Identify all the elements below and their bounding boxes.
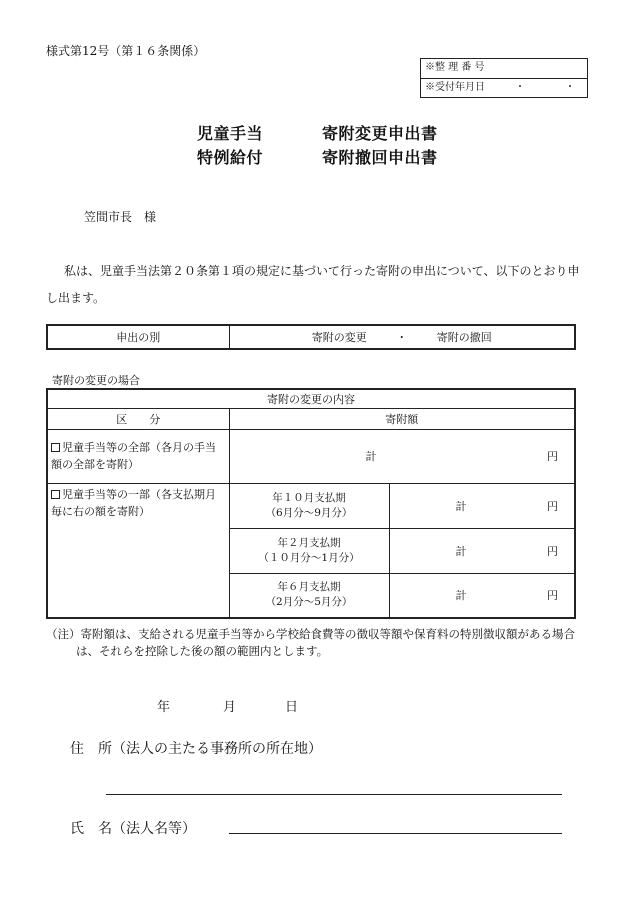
total-june-label: 計 bbox=[455, 589, 467, 603]
address-label: 住 所（法人の主たる事務所の所在地） bbox=[70, 741, 322, 757]
title-change-request: 寄附変更申出書 bbox=[322, 124, 438, 143]
period-october bbox=[229, 483, 389, 528]
reception-date-dots: ・ ・ bbox=[515, 82, 575, 93]
option-partial-label: 児童手当等の一部（各支払期月毎に右の額を寄附） bbox=[51, 487, 216, 518]
option-withdraw[interactable]: 寄附の撤回 bbox=[436, 331, 492, 344]
option-all-label: 児童手当等の全部（各月の手当額の全部を寄附） bbox=[51, 441, 216, 471]
total-june-yen: 円 bbox=[547, 589, 558, 603]
title-child-allowance: 児童手当 bbox=[197, 124, 264, 143]
option-change[interactable]: 寄附の変更 bbox=[311, 331, 367, 344]
statement-text: 私は、児童手当法第２０条第１項の規定に基づいて行った寄附の申出について、以下のとおり申し出ます。 bbox=[46, 264, 580, 305]
date-month[interactable]: 月 bbox=[223, 700, 237, 715]
application-type-table bbox=[46, 324, 576, 350]
period-february bbox=[229, 528, 389, 573]
reception-date-label: ※受付年月日 bbox=[425, 82, 485, 93]
registration-box bbox=[420, 58, 588, 98]
option-all-checkbox[interactable] bbox=[51, 443, 60, 452]
title-special-benefit: 特例給付 bbox=[197, 148, 264, 167]
registration-number-label: ※整 理 番 号 bbox=[425, 62, 485, 73]
address-input-line[interactable] bbox=[106, 794, 562, 795]
total-february-field[interactable] bbox=[389, 528, 575, 573]
addressee: 笠間市長 様 bbox=[84, 210, 157, 224]
application-type-label: 申出の別 bbox=[47, 325, 229, 349]
total-all-yen: 円 bbox=[547, 450, 558, 463]
change-details-table bbox=[46, 388, 576, 619]
total-october-label: 計 bbox=[455, 499, 467, 513]
option-separator: ・ bbox=[396, 331, 408, 344]
total-october-field[interactable] bbox=[389, 483, 575, 528]
total-june-field[interactable] bbox=[389, 573, 575, 618]
name-input-line[interactable] bbox=[229, 833, 562, 834]
total-all-label: 計 bbox=[365, 450, 377, 463]
period-october-months: （6月分～9月分） bbox=[265, 506, 353, 519]
option-partial-cell[interactable] bbox=[47, 483, 229, 618]
application-type-options bbox=[229, 325, 575, 349]
amount-column-header: 寄附額 bbox=[229, 408, 575, 429]
name-label: 氏 名（法人名等） bbox=[70, 821, 196, 837]
category-column-header: 区 分 bbox=[47, 408, 229, 429]
date-year[interactable]: 年 bbox=[157, 700, 171, 715]
period-october-name: 年１０月支払期 bbox=[272, 491, 346, 504]
period-june bbox=[229, 573, 389, 618]
change-details-header: 寄附の変更の内容 bbox=[47, 389, 575, 408]
period-june-name: 年６月支払期 bbox=[277, 581, 341, 594]
change-section-label: 寄附の変更の場合 bbox=[52, 374, 140, 387]
title-withdraw-request: 寄附撤回申出書 bbox=[322, 148, 438, 167]
option-partial-checkbox[interactable] bbox=[51, 490, 60, 499]
footnote: （注）寄附額は、支給される児童手当等から学校給食費等の徴収等額や保育料の特別徴収額がある場合は、それらを控除した後の額の範囲内とします。 bbox=[46, 627, 575, 658]
form-number: 様式第12号（第１６条関係） bbox=[46, 44, 206, 58]
period-june-months: （2月分～5月分） bbox=[265, 596, 353, 609]
reception-date-field[interactable] bbox=[421, 78, 587, 97]
total-february-label: 計 bbox=[455, 544, 467, 558]
registration-number-field[interactable] bbox=[421, 59, 587, 78]
date-day[interactable]: 日 bbox=[285, 700, 299, 715]
total-february-yen: 円 bbox=[547, 544, 558, 558]
option-all-cell[interactable] bbox=[47, 429, 229, 483]
period-february-months: （１０月分～1月分） bbox=[258, 551, 360, 564]
period-february-name: 年２月支払期 bbox=[277, 536, 341, 549]
total-october-yen: 円 bbox=[547, 499, 558, 513]
total-all-field[interactable] bbox=[229, 429, 575, 483]
